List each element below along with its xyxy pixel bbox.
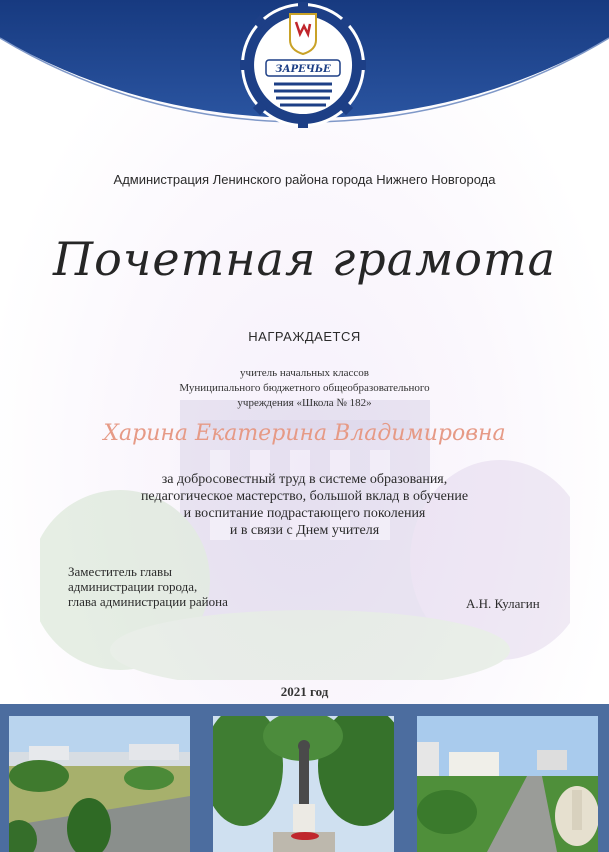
- certificate-title: Почетная грамота: [52, 232, 557, 286]
- signer-name: А.Н. Кулагин: [466, 596, 540, 611]
- city-square-photo: [9, 716, 190, 852]
- year: 2021 год: [280, 684, 329, 699]
- awarded-label: НАГРАЖДАЕТСЯ: [248, 329, 361, 344]
- monument-photo: [213, 716, 394, 852]
- position-line: Муниципального бюджетного общеобразовательного: [179, 382, 430, 394]
- signatory-title: [68, 564, 228, 609]
- reason-line: и в связи с Днем учителя: [229, 523, 380, 538]
- position-line: учитель начальных классов: [240, 367, 369, 379]
- signatory-title-line: Заместитель главы: [68, 564, 172, 579]
- signatory-title-line: глава администрации района: [68, 594, 228, 609]
- reason-line: и воспитание подрастающего поколения: [183, 506, 426, 521]
- administration-name: Администрация Ленинского района города Нижнего Новгорода: [113, 172, 496, 187]
- city-street-photo: [417, 716, 598, 852]
- reason-line: за добросовестный труд в системе образования,: [161, 472, 448, 487]
- emblem-text: ЗАРЕЧЬЕ: [275, 64, 331, 75]
- zarechye-emblem: [238, 0, 368, 130]
- position-line: учреждения «Школа № 182»: [237, 397, 372, 409]
- signatory-title-line: администрации города,: [68, 579, 198, 594]
- reason-line: педагогическое мастерство, большой вклад в обучение: [140, 489, 469, 504]
- coat-of-arms-icon: [290, 14, 316, 54]
- recipient-name: Харина Екатерина Владимировна: [103, 421, 506, 446]
